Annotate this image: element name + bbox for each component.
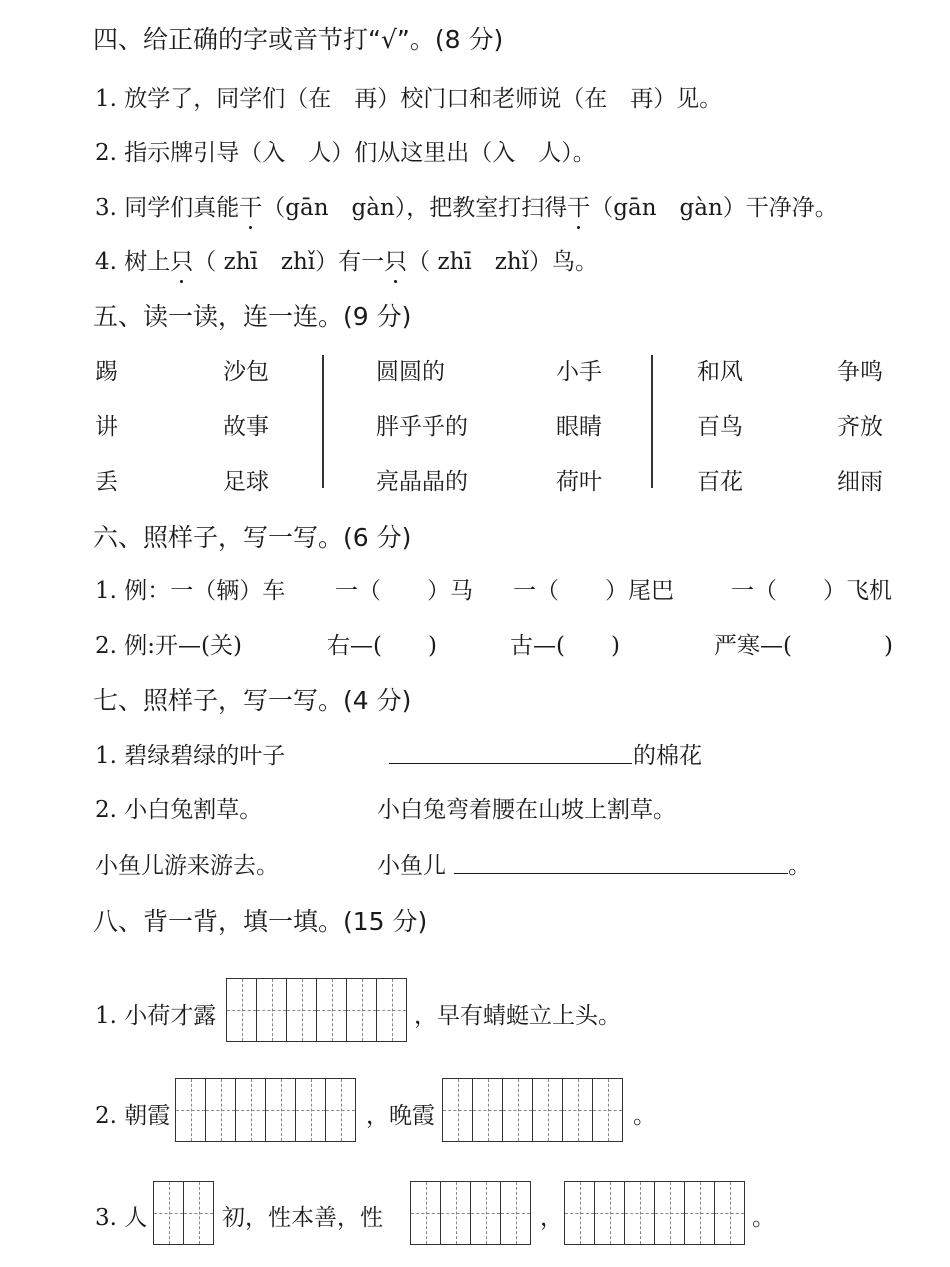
sentence-text: 小鱼儿 [377, 853, 446, 879]
writing-grid[interactable] [564, 1181, 745, 1245]
fill-blank: 严寒—( ) [714, 633, 893, 659]
match-word: 百鸟 [697, 414, 743, 440]
poem-text: 1. 小荷才露 [95, 1003, 217, 1029]
match-word: 胖乎乎的 [376, 414, 468, 440]
dotted-char: 只 [170, 243, 193, 276]
match-word: 和风 [697, 359, 743, 385]
dotted-char: 干 [239, 189, 262, 222]
question-4-2: 2. 指示牌引导（入 人）们从这里出（入 人）。 [95, 140, 596, 166]
example: 1. 例：一（辆）车 [95, 578, 286, 604]
sentence-text: 2. 小白兔割草。 [95, 797, 263, 823]
example: 2. 例:开—(关) [95, 633, 242, 659]
poem-text: ，早有蜻蜓立上头。 [414, 1003, 621, 1029]
dotted-char: 干 [567, 189, 590, 222]
question-4-3: 3. 同学们真能干（gān gàn），把教室打扫得干（gān gàn）干净净。 [95, 189, 838, 222]
match-word: 争鸣 [837, 359, 883, 385]
section-5-heading: 五、读一读，连一连。(9 分) [93, 302, 412, 331]
section-7-heading: 七、照样子，写一写。(4 分) [93, 686, 412, 715]
fill-blank: 右—( ) [327, 633, 437, 659]
match-word: 踢 [95, 359, 118, 385]
section-4-heading: 四、给正确的字或音节打“√”。(8 分) [93, 25, 504, 54]
answer-line[interactable] [454, 873, 788, 874]
writing-grid[interactable] [226, 978, 407, 1042]
match-word: 齐放 [837, 414, 883, 440]
match-word: 讲 [95, 414, 118, 440]
poem-text: 。 [752, 1205, 775, 1231]
question-4-4: 4. 树上只（ zhī zhǐ）有一只（ zhī zhǐ）鸟。 [95, 243, 598, 276]
match-word: 故事 [223, 414, 269, 440]
fill-blank: 一（ ）马 [335, 578, 473, 604]
question-4-1: 1. 放学了，同学们（在 再）校门口和老师说（在 再）见。 [95, 86, 723, 112]
dotted-char: 只 [384, 243, 407, 276]
example: 1. 碧绿碧绿的叶子 [95, 743, 286, 769]
writing-grid[interactable] [175, 1078, 356, 1142]
fill-blank: 一（ ）尾巴 [513, 578, 674, 604]
match-word: 百花 [697, 469, 743, 495]
sentence-text: 的棉花 [633, 743, 702, 769]
match-word: 丢 [95, 469, 118, 495]
fill-blank: 古—( ) [510, 633, 620, 659]
sentence-text: 小白兔弯着腰在山坡上割草。 [377, 797, 676, 823]
match-word: 细雨 [837, 469, 883, 495]
poem-text: ，晚霞 [366, 1103, 435, 1129]
match-word: 荷叶 [556, 469, 602, 495]
divider [322, 355, 324, 488]
match-word: 小手 [556, 359, 602, 385]
poem-text: 2. 朝霞 [95, 1103, 171, 1129]
match-word: 沙包 [223, 359, 269, 385]
match-word: 圆圆的 [376, 359, 445, 385]
poem-text: ， [540, 1205, 563, 1231]
writing-grid[interactable] [442, 1078, 623, 1142]
writing-grid[interactable] [153, 1181, 214, 1245]
answer-line[interactable] [389, 763, 632, 764]
match-word: 足球 [223, 469, 269, 495]
writing-grid[interactable] [410, 1181, 531, 1245]
poem-text: 3. 人 [95, 1205, 148, 1231]
divider [651, 355, 653, 488]
poem-text: 。 [633, 1103, 656, 1129]
match-word: 亮晶晶的 [376, 469, 468, 495]
section-8-heading: 八、背一背，填一填。(15 分) [93, 907, 428, 936]
section-6-heading: 六、照样子，写一写。(6 分) [93, 523, 412, 552]
poem-text: 初，性本善，性 [222, 1205, 383, 1231]
sentence-end: 。 [788, 853, 811, 879]
match-word: 眼睛 [556, 414, 602, 440]
sentence-text: 小鱼儿游来游去。 [95, 853, 279, 879]
fill-blank: 一（ ）飞机 [731, 578, 892, 604]
